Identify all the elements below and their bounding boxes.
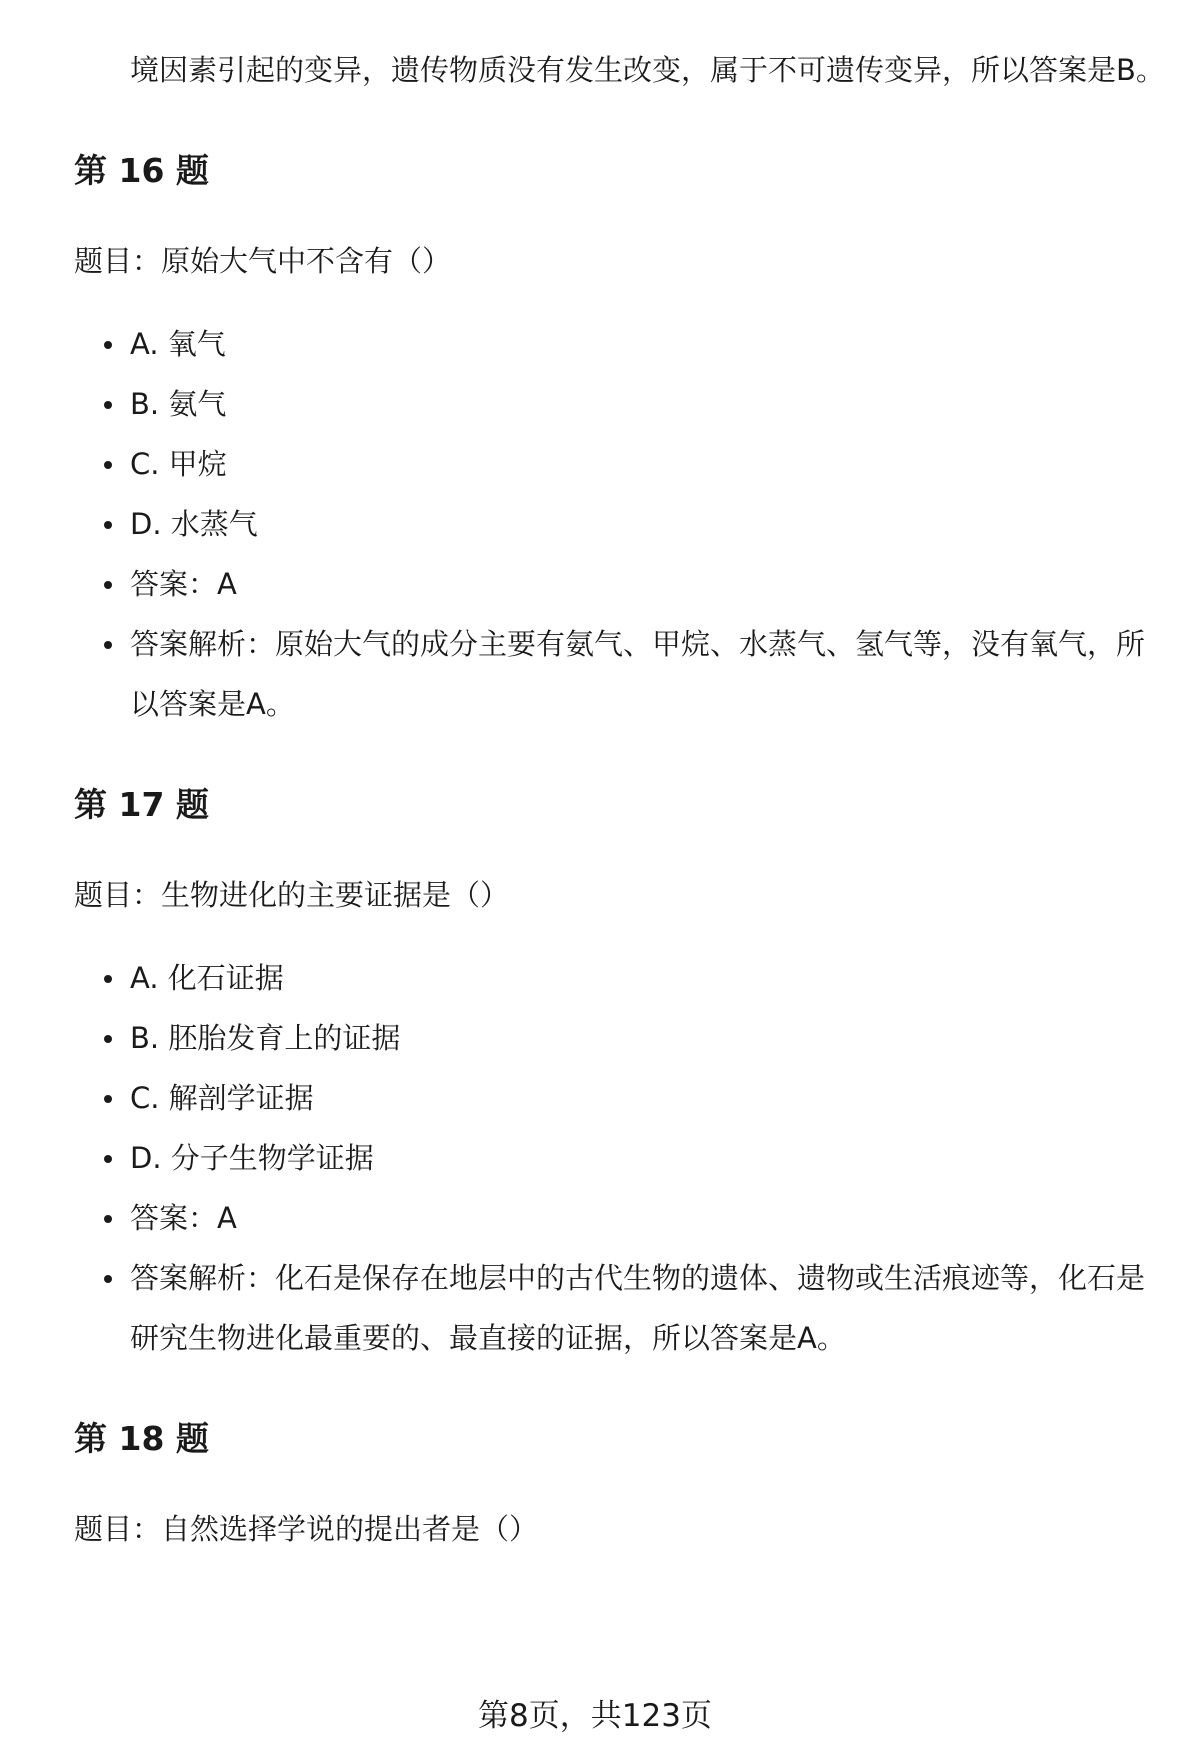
list-item (74, 1128, 1170, 1188)
bullet-icon (104, 581, 112, 589)
list-item-text: A. 氧气 (130, 327, 226, 361)
list-item (74, 374, 1170, 434)
list-item-text: D. 分子生物学证据 (130, 1141, 374, 1175)
question-prompt: 题目：原始大气中不含有（） (74, 244, 452, 278)
option-list (74, 314, 1164, 734)
bullet-icon (104, 975, 112, 983)
question-list (74, 146, 1164, 1554)
list-item-text: D. 水蒸气 (130, 507, 258, 541)
list-item-text: A. 化石证据 (130, 961, 284, 995)
question-block (74, 1414, 1164, 1554)
question-block (74, 146, 1164, 734)
list-item (74, 434, 1170, 494)
bullet-icon (104, 1275, 112, 1283)
list-item (74, 614, 1170, 734)
list-item-text: 答案：A (130, 1201, 237, 1235)
question-prompt: 题目：生物进化的主要证据是（） (74, 878, 510, 912)
question-prompt: 题目：自然选择学说的提出者是（） (74, 1512, 539, 1546)
list-item (74, 948, 1170, 1008)
bullet-icon (104, 461, 112, 469)
list-item-text: B. 氨气 (130, 387, 227, 421)
list-item (74, 1248, 1170, 1368)
question-heading: 第 18 题 (74, 1419, 209, 1458)
bullet-icon (104, 401, 112, 409)
page-number-footer: 第8页，共123页 (478, 1698, 712, 1734)
bullet-icon (104, 1155, 112, 1163)
list-item-text: C. 甲烷 (130, 447, 227, 481)
bullet-icon (104, 1035, 112, 1043)
bullet-icon (104, 1095, 112, 1103)
previous-explanation-continuation: 境因素引起的变异，遗传物质没有发生改变，属于不可遗传变异，所以答案是B。 (130, 53, 1165, 87)
question-heading: 第 16 题 (74, 151, 209, 190)
bullet-icon (104, 341, 112, 349)
bullet-icon (104, 521, 112, 529)
list-item-text: B. 胚胎发育上的证据 (130, 1021, 401, 1055)
list-item (74, 1068, 1170, 1128)
page-content (74, 40, 1164, 1554)
list-item (74, 554, 1170, 614)
list-item (74, 1008, 1170, 1068)
list-item-text: 答案解析：化石是保存在地层中的古代生物的遗体、遗物或生活痕迹等，化石是研究生物进化最重要的、最直接的证据，所以答案是A。 (130, 1261, 1146, 1355)
bullet-icon (104, 641, 112, 649)
list-item-text: 答案：A (130, 567, 237, 601)
list-item (74, 314, 1170, 374)
bullet-icon (104, 1215, 112, 1223)
option-list (74, 948, 1164, 1368)
list-item-text: 答案解析：原始大气的成分主要有氨气、甲烷、水蒸气、氢气等，没有氧气，所以答案是A。 (130, 627, 1146, 721)
question-heading: 第 17 题 (74, 785, 209, 824)
list-item (74, 1188, 1170, 1248)
list-item (74, 494, 1170, 554)
list-item-text: C. 解剖学证据 (130, 1081, 314, 1115)
question-block (74, 780, 1164, 1368)
